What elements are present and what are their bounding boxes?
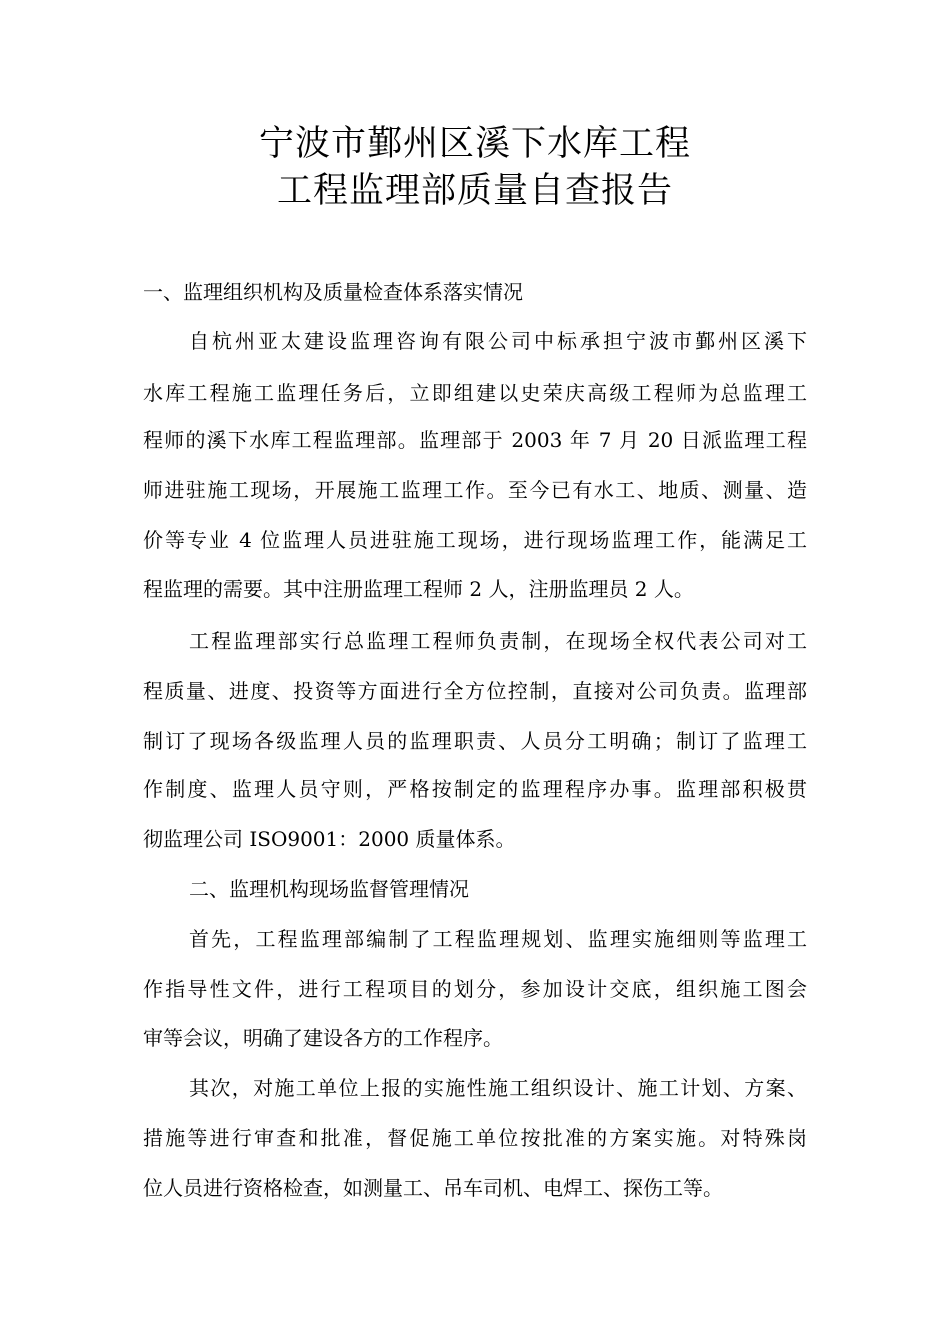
section-heading-1: 一、监理组织机构及质量检查体系落实情况 xyxy=(143,280,523,304)
paragraph-line: 彻监理公司 ISO9001：2000 质量体系。 xyxy=(143,827,516,851)
paragraph-line: 价等专业 4 位监理人员进驻施工现场，进行现场监理工作，能满足工 xyxy=(143,528,807,552)
paragraph-line: 程师的溪下水库工程监理部。监理部于 2003 年 7 月 20 日派监理工程 xyxy=(143,428,807,452)
paragraph-line: 程质量、进度、投资等方面进行全方位控制，直接对公司负责。监理部 xyxy=(143,679,807,703)
paragraph-line: 作指导性文件，进行工程项目的划分，参加设计交底，组织施工图会 xyxy=(143,977,807,1001)
paragraph-line: 作制度、监理人员守则，严格按制定的监理程序办事。监理部积极贯 xyxy=(143,777,807,801)
paragraph-line: 工程监理部实行总监理工程师负责制，在现场全权代表公司对工 xyxy=(189,629,807,653)
paragraph-line: 位人员进行资格检查，如测量工、吊车司机、电焊工、探伤工等。 xyxy=(143,1176,723,1200)
document-title-line-2: 工程监理部质量自查报告 xyxy=(276,171,673,211)
paragraph-line: 制订了现场各级监理人员的监理职责、人员分工明确；制订了监理工 xyxy=(143,729,807,753)
paragraph-line: 首先，工程监理部编制了工程监理规划、监理实施细则等监理工 xyxy=(189,927,807,951)
paragraph-line: 措施等进行审查和批准，督促施工单位按批准的方案实施。对特殊岗 xyxy=(143,1126,807,1150)
paragraph-line: 师进驻施工现场，开展施工监理工作。至今已有水工、地质、测量、造 xyxy=(143,478,807,502)
section-heading-2: 二、监理机构现场监督管理情况 xyxy=(189,877,469,901)
paragraph-line: 程监理的需要。其中注册监理工程师 2 人，注册监理员 2 人。 xyxy=(143,577,694,601)
paragraph-line: 水库工程施工监理任务后，立即组建以史荣庆高级工程师为总监理工 xyxy=(143,381,807,405)
paragraph-line: 自杭州亚太建设监理咨询有限公司中标承担宁波市鄞州区溪下 xyxy=(189,329,807,353)
document-title-line-1: 宁波市鄞州区溪下水库工程 xyxy=(258,124,691,164)
paragraph-line: 其次，对施工单位上报的实施性施工组织设计、施工计划、方案、 xyxy=(189,1076,807,1100)
paragraph-line: 审等会议，明确了建设各方的工作程序。 xyxy=(143,1026,503,1050)
